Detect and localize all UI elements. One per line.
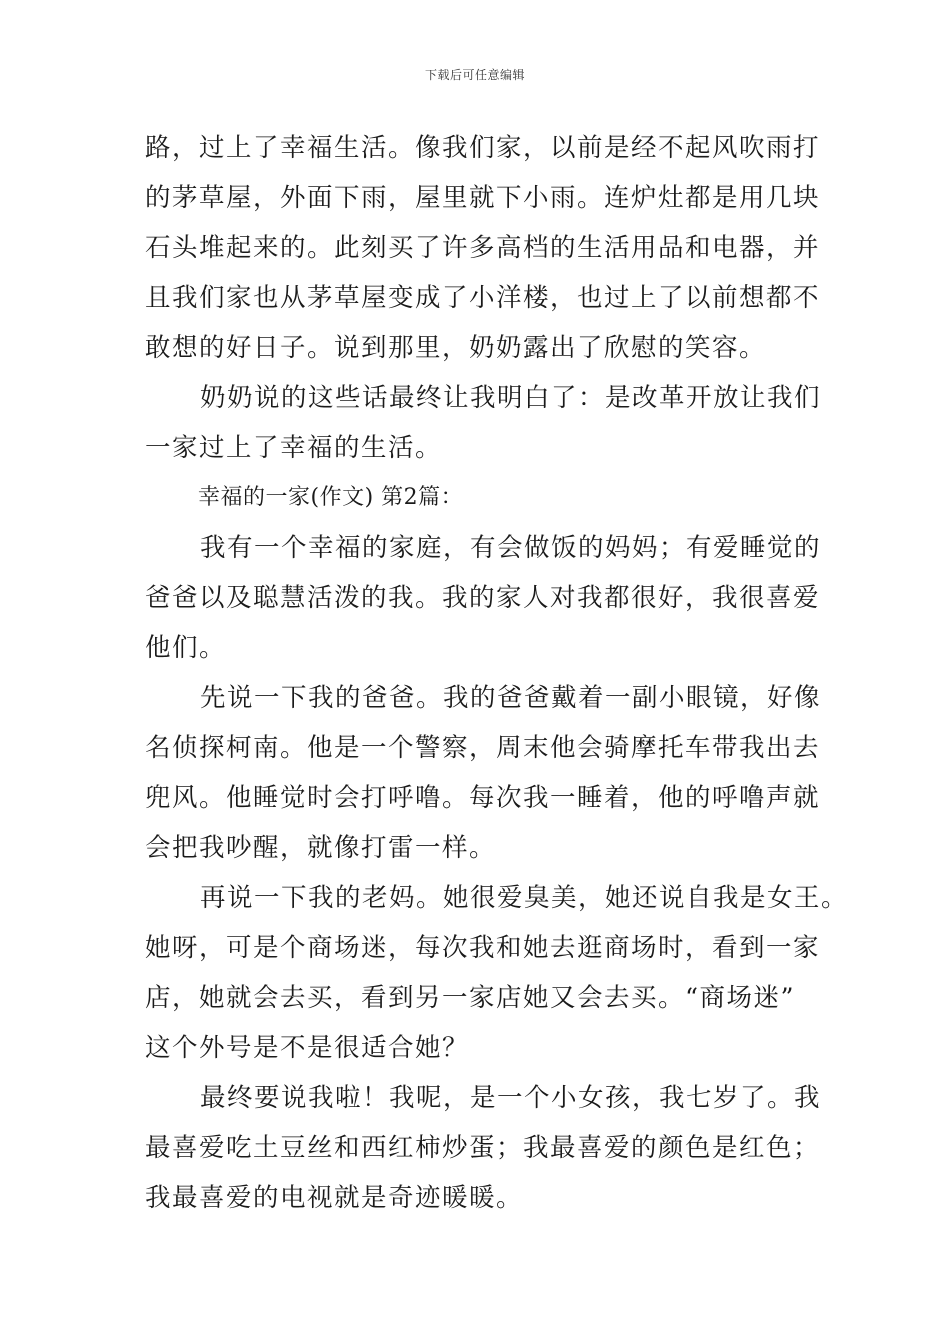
text-line-14: 兜风。他睡觉时会打呼噜。每次我一睡着，他的呼噜声就 [145,783,821,813]
text-line-20: 最终要说我啦！我呢，是一个小女孩，我七岁了。我 [200,1083,822,1113]
text-line-17: 她呀，可是个商场迷，每次我和她去逛商场时，看到一家 [145,933,821,963]
text-line-6: 奶奶说的这些话最终让我明白了：是改革开放让我们 [200,383,822,413]
text-line-13: 名侦探柯南。他是一个警察，周末他会骑摩托车带我出去 [145,733,821,763]
page-header: 下载后可任意编辑 [424,68,525,82]
text-line-16: 再说一下我的老妈。她很爱臭美，她还说自我是女王。 [200,883,849,913]
text-line-1: 路，过上了幸福生活。像我们家，以前是经不起风吹雨打 [145,133,821,163]
text-line-18: 店，她就会去买，看到另一家店她又会去买。“商场迷” [145,983,796,1013]
text-line-11: 他们。 [145,633,227,663]
text-line-3: 石头堆起来的。此刻买了许多高档的生活用品和电器，并 [145,233,821,263]
text-line-15: 会把我吵醒，就像打雷一样。 [145,833,497,863]
text-line-7: 一家过上了幸福的生活。 [145,433,443,463]
text-line-12: 先说一下我的爸爸。我的爸爸戴着一副小眼镜，好像 [200,683,822,713]
text-line-22: 我最喜爱的电视就是奇迹暖暖。 [145,1183,524,1213]
text-line-5: 敢想的好日子。说到那里，奶奶露出了欣慰的笑容。 [145,333,767,363]
text-line-19: 这个外号是不是很适合她？ [145,1033,470,1063]
text-line-2: 的茅草屋，外面下雨，屋里就下小雨。连炉灶都是用几块 [145,183,821,213]
text-line-9: 我有一个幸福的家庭，有会做饭的妈妈；有爱睡觉的 [200,533,822,563]
text-line-21: 最喜爱吃土豆丝和西红柿炒蛋；我最喜爱的颜色是红色； [145,1133,821,1163]
section-heading: 幸福的一家(作文) 第2篇： [198,485,464,510]
text-line-4: 且我们家也从茅草屋变成了小洋楼，也过上了以前想都不 [145,283,821,313]
text-line-10: 爸爸以及聪慧活泼的我。我的家人对我都很好，我很喜爱 [145,583,821,613]
